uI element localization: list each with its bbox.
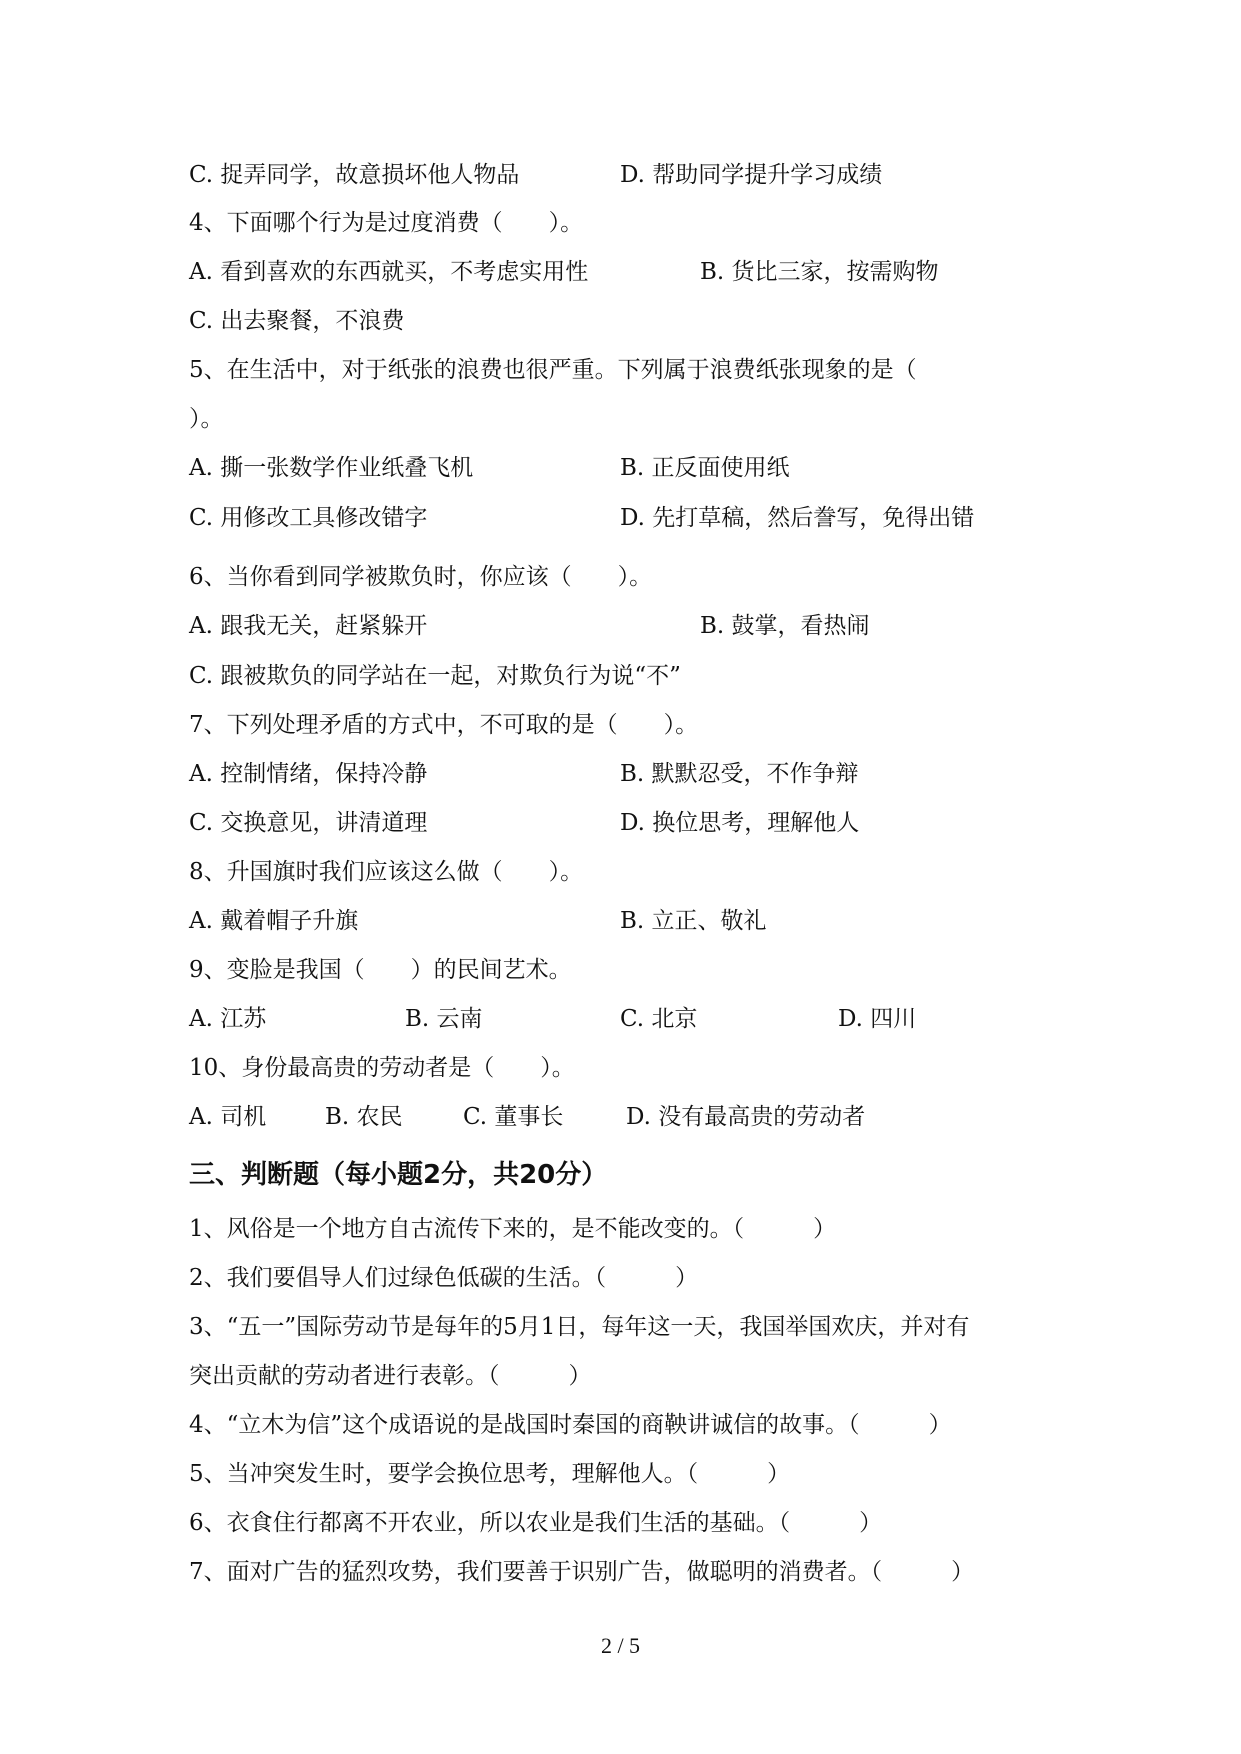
- q9-option-a: A. 江苏: [189, 1006, 267, 1032]
- judgment-item-continued: 突出贡献的劳动者进行表彰。（ ）: [189, 1363, 592, 1389]
- q6-option-a: A. 跟我无关，赶紧躲开: [189, 613, 428, 639]
- q7-stem: 7、下列处理矛盾的方式中，不可取的是（ ）。: [189, 712, 699, 738]
- q10-stem: 10、身份最高贵的劳动者是（ ）。: [189, 1055, 575, 1081]
- page-number: 2 / 5: [600, 1633, 641, 1658]
- q4-option-c: C. 出去聚餐，不浪费: [189, 308, 405, 334]
- q10-option-c: C. 董事长: [463, 1104, 564, 1130]
- q10-option-b: B. 农民: [325, 1104, 403, 1130]
- q7-option-b: B. 默默忍受，不作争辩: [620, 761, 859, 787]
- q8-option-b: B. 立正、敬礼: [620, 908, 767, 934]
- q3-option-d: D. 帮助同学提升学习成绩: [620, 162, 883, 188]
- q10-option-a: A. 司机: [189, 1104, 267, 1130]
- judgment-item: 4、“立木为信”这个成语说的是战国时秦国的商鞅讲诚信的故事。（ ）: [189, 1412, 952, 1438]
- q5-stem: 5、在生活中，对于纸张的浪费也很严重。下列属于浪费纸张现象的是（: [189, 357, 917, 383]
- q7-option-d: D. 换位思考，理解他人: [620, 810, 860, 836]
- judgment-item: 6、衣食住行都离不开农业，所以农业是我们生活的基础。（ ）: [189, 1510, 883, 1536]
- q5-option-c: C. 用修改工具修改错字: [189, 505, 428, 531]
- q9-option-d: D. 四川: [838, 1006, 917, 1032]
- judgment-item: 7、面对广告的猛烈攻势，我们要善于识别广告，做聪明的消费者。（ ）: [189, 1559, 975, 1585]
- q5-option-d: D. 先打草稿，然后誊写，免得出错: [620, 505, 975, 531]
- q7-option-c: C. 交换意见，讲清道理: [189, 810, 428, 836]
- judgment-item: 1、风俗是一个地方自古流传下来的，是不能改变的。（ ）: [189, 1216, 837, 1242]
- judgment-item: 5、当冲突发生时，要学会换位思考，理解他人。（ ）: [189, 1461, 791, 1487]
- q9-stem: 9、变脸是我国（ ）的民间艺术。: [189, 957, 572, 983]
- q8-stem: 8、升国旗时我们应该这么做（ ）。: [189, 859, 584, 885]
- q6-option-c: C. 跟被欺负的同学站在一起，对欺负行为说“不”: [189, 663, 681, 689]
- q6-option-b: B. 鼓掌，看热闹: [700, 613, 870, 639]
- q3-option-c: C. 捉弄同学，故意损坏他人物品: [189, 162, 520, 188]
- judgment-item: 3、“五一”国际劳动节是每年的5月1日，每年这一天，我国举国欢庆，并对有: [189, 1314, 970, 1340]
- q9-option-b: B. 云南: [405, 1006, 483, 1032]
- q10-option-d: D. 没有最高贵的劳动者: [626, 1104, 866, 1130]
- q5-option-b: B. 正反面使用纸: [620, 455, 790, 481]
- q5-stem-continued: ）。: [189, 406, 224, 432]
- q9-option-c: C. 北京: [620, 1006, 698, 1032]
- judgment-item: 2、我们要倡导人们过绿色低碳的生活。（ ）: [189, 1265, 699, 1291]
- q4-stem: 4、下面哪个行为是过度消费（ ）。: [189, 210, 584, 236]
- q4-option-b: B. 货比三家，按需购物: [700, 259, 939, 285]
- q5-option-a: A. 撕一张数学作业纸叠飞机: [189, 455, 474, 481]
- q8-option-a: A. 戴着帽子升旗: [189, 908, 359, 934]
- q6-stem: 6、当你看到同学被欺负时，你应该（ ）。: [189, 564, 653, 590]
- q4-option-a: A. 看到喜欢的东西就买，不考虑实用性: [189, 259, 589, 285]
- section-heading: 三、判断题（每小题2分，共20分）: [189, 1160, 608, 1190]
- q7-option-a: A. 控制情绪，保持冷静: [189, 761, 428, 787]
